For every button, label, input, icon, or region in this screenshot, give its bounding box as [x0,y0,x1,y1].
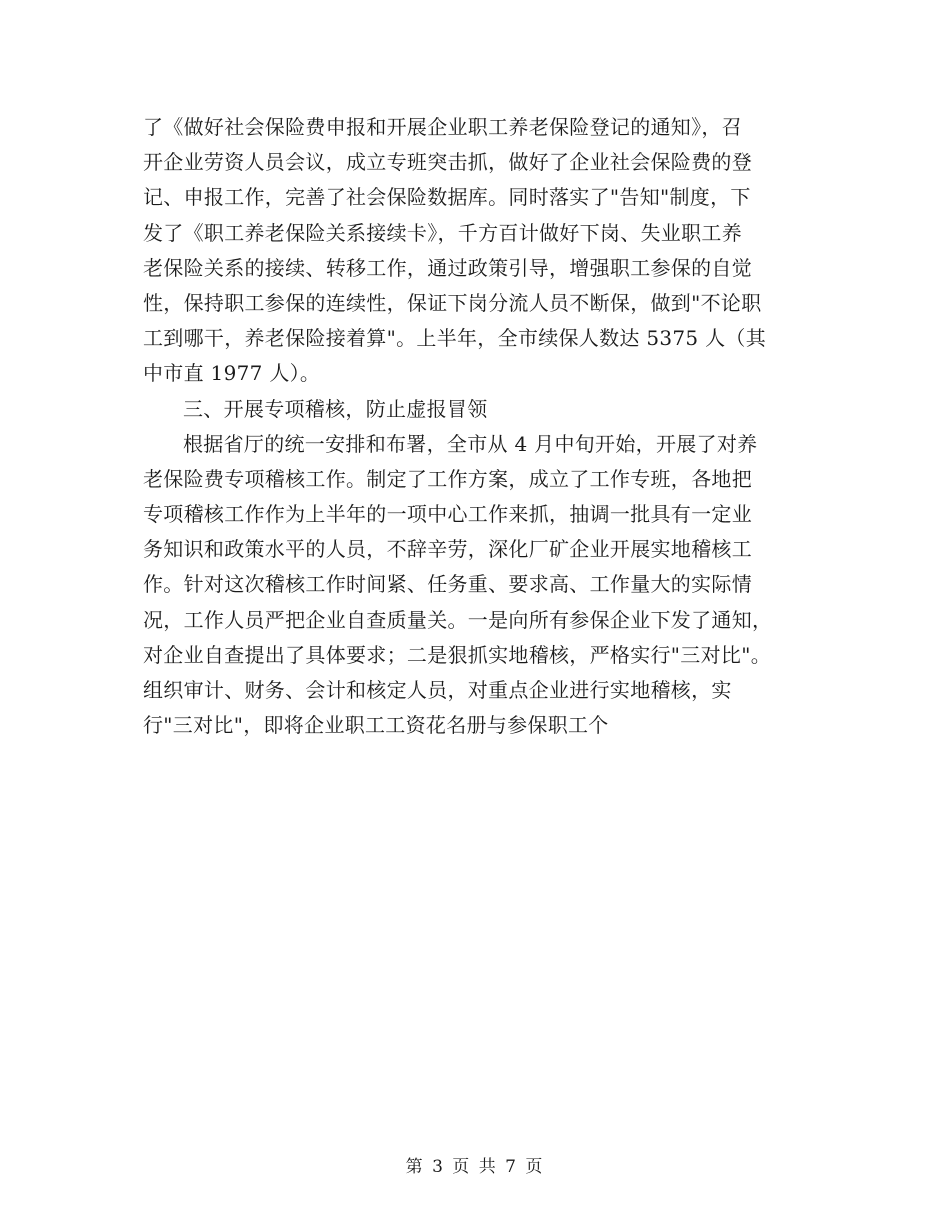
paragraph-line: 组织审计、财务、会计和核定人员，对重点企业进行实地稽核，实 [143,678,732,702]
paragraph-line: 根据省厅的统一安排和布署，全市从 4 月中旬开始，开展了对养 [183,431,758,456]
paragraph-line: 老保险费专项稽核工作。制定了工作方案，成立了工作专班，各地把 [143,466,752,491]
paragraph-line: 了《做好社会保险费申报和开展企业职工养老保险登记的通知》，召 [143,115,742,139]
paragraph-line: 开企业劳资人员会议，成立专班突击抓，做好了企业社会保险费的登 [143,150,752,175]
page-number: 第 3 页 共 7 页 [405,1157,545,1177]
paragraph-line: 中市直 1977 人）。 [143,361,321,386]
document-body [143,110,823,743]
section-heading: 三、开展专项稽核，防止虚报冒领 [183,396,488,421]
paragraph-line: 作。针对这次稽核工作时间紧、任务重、要求高、工作量大的实际情 [143,572,752,597]
paragraph-line: 记、申报工作，完善了社会保险数据库。同时落实了"告知"制度，下 [143,185,751,210]
paragraph-line: 务知识和政策水平的人员，不辞辛劳，深化厂矿企业开展实地稽核工 [143,537,752,562]
paragraph-line: 对企业自查提出了具体要求；二是狠抓实地稽核，严格实行"三对比"。 [143,642,771,667]
paragraph-line: 工到哪干，养老保险接着算"。上半年，全市续保人数达 5375 人（其 [143,326,767,351]
paragraph-line: 发了《职工养老保险关系接续卡》，千方百计做好下岗、失业职工养 [143,220,742,245]
paragraph-line: 况，工作人员严把企业自查质量关。一是向所有参保企业下发了通知， [143,607,773,632]
paragraph-line: 行"三对比"，即将企业职工工资花名册与参保职工个 [143,713,609,738]
paragraph-line: 专项稽核工作作为上半年的一项中心工作来抓，抽调一批具有一定业 [143,502,752,527]
paragraph-line: 性，保持职工参保的连续性，保证下岗分流人员不断保，做到"不论职 [143,290,762,315]
paragraph-line: 老保险关系的接续、转移工作，通过政策引导，增强职工参保的自觉 [143,255,752,280]
